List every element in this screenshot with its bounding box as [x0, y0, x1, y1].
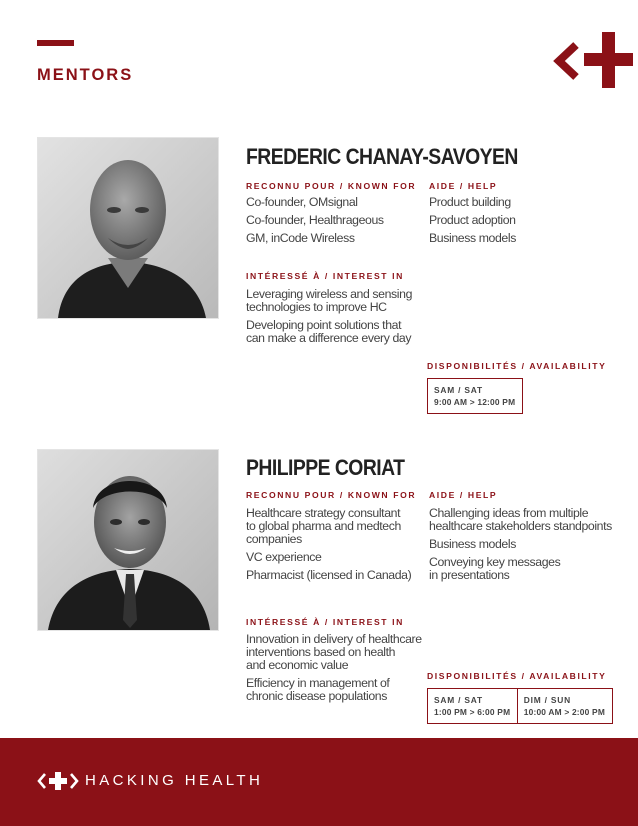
- known-for-label: RECONNU POUR / KNOWN FOR: [246, 181, 417, 191]
- list-item: Developing point solutions that can make a difference every day: [246, 318, 412, 345]
- mentor-photo: [37, 137, 219, 319]
- mentor-photo: [37, 449, 219, 631]
- slot-time: 1:00 PM > 6:00 PM: [434, 707, 511, 717]
- availability-slot: [517, 688, 613, 724]
- availability-slot: [427, 688, 518, 724]
- slot-time: 9:00 AM > 12:00 PM: [434, 397, 516, 407]
- availability-slot: [427, 378, 523, 414]
- known-for-label: RECONNU POUR / KNOWN FOR: [246, 490, 417, 500]
- availability-slots: [427, 688, 613, 724]
- slot-time: 10:00 AM > 2:00 PM: [523, 707, 606, 717]
- list-item: Conveying key messages in presentations: [429, 555, 561, 582]
- list-item: Product adoption: [429, 213, 516, 227]
- list-item: Pharmacist (licensed in Canada): [246, 568, 412, 582]
- known-for-list: [246, 196, 384, 250]
- help-label: AIDE / HELP: [429, 181, 498, 191]
- list-item: Co-founder, OMsignal: [246, 195, 358, 209]
- interest-list: [246, 288, 412, 350]
- slot-day: SAM / SAT: [434, 695, 483, 705]
- list-item: Co-founder, Healthrageous: [246, 213, 384, 227]
- chevron-cross-logo-icon: [37, 771, 79, 791]
- list-item: GM, inCode Wireless: [246, 231, 355, 245]
- section-title: MENTORS: [37, 66, 134, 84]
- availability-label: DISPONIBILITÉS / AVAILABILITY: [427, 361, 607, 371]
- known-for-list: [246, 507, 411, 587]
- list-item: Challenging ideas from multiple healthcare stakeholders standpoints: [429, 506, 612, 533]
- availability-label: DISPONIBILITÉS / AVAILABILITY: [427, 671, 607, 681]
- list-item: Leveraging wireless and sensing technologies to improve HC: [246, 287, 413, 314]
- help-list: [429, 196, 516, 250]
- slot-day: DIM / SUN: [523, 695, 571, 705]
- footer-brand: HACKING HEALTH: [85, 772, 264, 789]
- interest-list: [246, 633, 422, 708]
- list-item: Healthcare strategy consultant to global pharma and medtech companies: [246, 506, 401, 546]
- mentor-name: FREDERIC CHANAY-SAVOYEN: [246, 144, 518, 169]
- list-item: Product building: [429, 195, 511, 209]
- help-label: AIDE / HELP: [429, 490, 498, 500]
- list-item: Business models: [429, 537, 516, 551]
- list-item: VC experience: [246, 550, 322, 564]
- interest-label: INTÉRESSÉ À / INTEREST IN: [246, 271, 404, 281]
- list-item: Efficiency in management of chronic disease populations: [246, 676, 390, 703]
- slot-day: SAM / SAT: [434, 385, 483, 395]
- mentor-name: PHILIPPE CORIAT: [246, 455, 405, 480]
- list-item: Innovation in delivery of healthcare interventions based on health and economic value: [246, 632, 422, 672]
- list-item: Business models: [429, 231, 516, 245]
- help-list: [429, 507, 612, 587]
- footer-band: [0, 738, 638, 826]
- chevron-cross-logo-icon: [546, 32, 638, 88]
- interest-label: INTÉRESSÉ À / INTEREST IN: [246, 617, 404, 627]
- availability-slots: [427, 378, 523, 414]
- header-accent-bar: [37, 40, 74, 46]
